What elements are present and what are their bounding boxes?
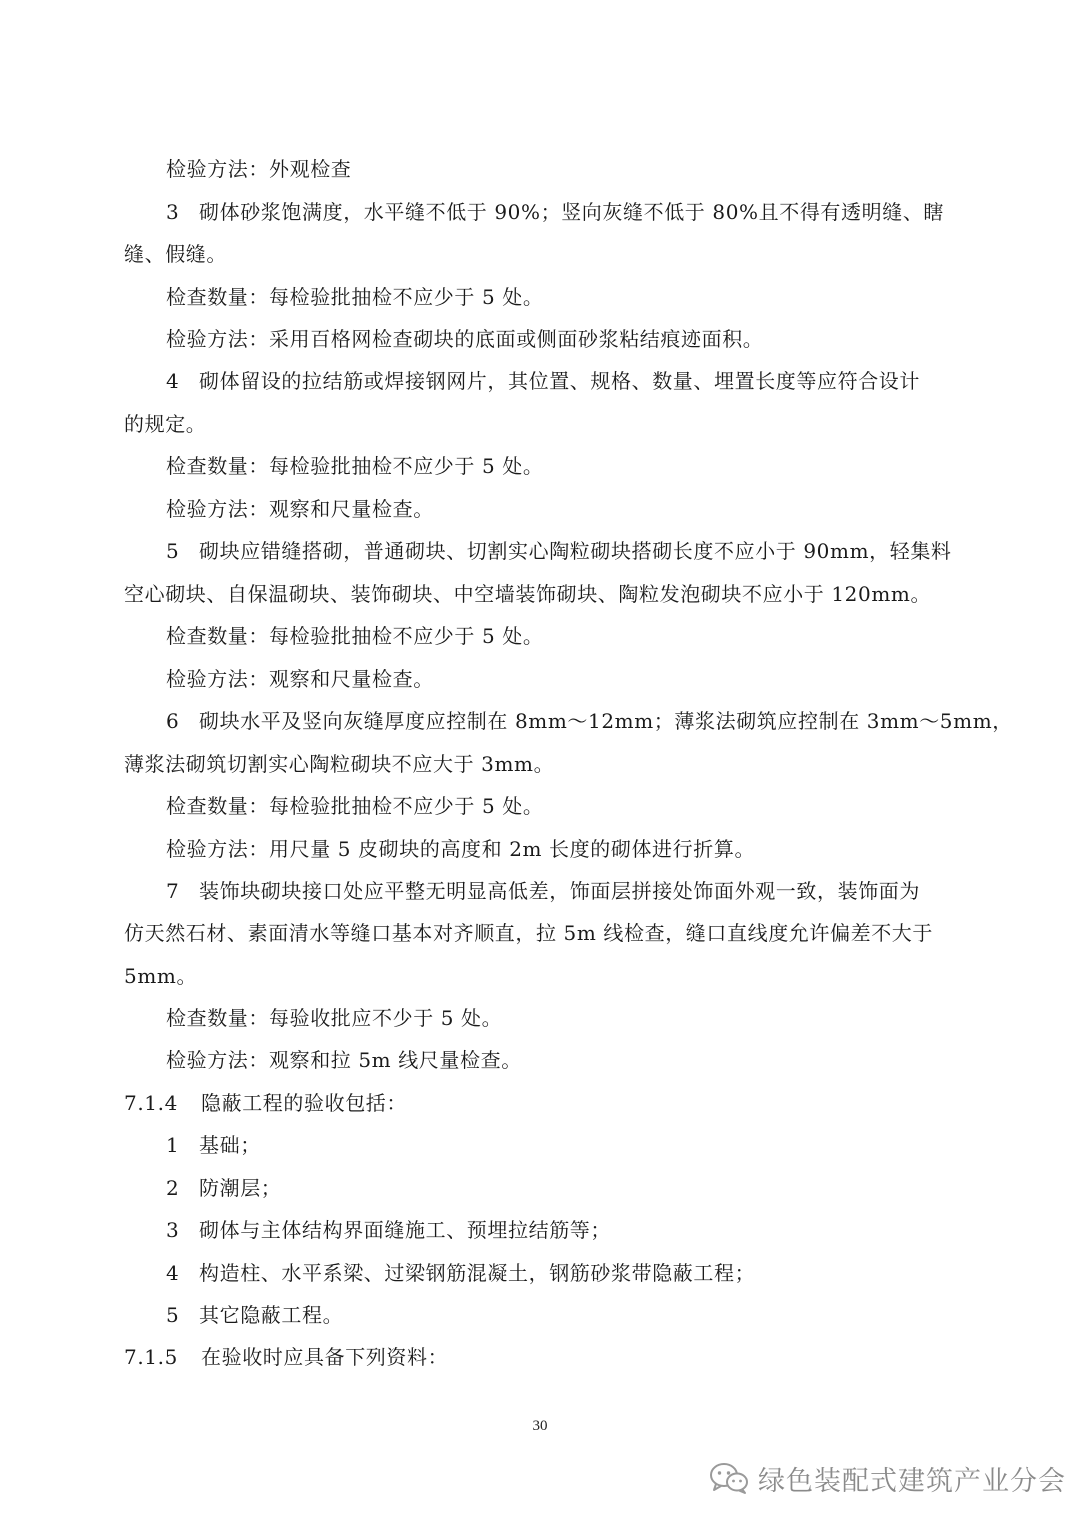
line-text: 仿天然石材、素面清水等缝口基本对齐顺直，拉 5m 线检查，缝口直线度允许偏差不大于 — [124, 921, 934, 945]
line-text: 砌体留设的拉结筋或焊接钢网片，其位置、规格、数量、埋置长度等应符合设计 — [199, 369, 920, 393]
line-text: 的规定。 — [124, 412, 207, 436]
text-line — [124, 962, 197, 990]
section-heading — [124, 1343, 448, 1371]
watermark — [708, 1458, 1066, 1498]
item-number: 6 — [166, 709, 180, 733]
item-number: 5 — [166, 539, 180, 563]
text-line — [166, 835, 755, 863]
item-number: 2 — [166, 1176, 180, 1200]
text-line — [124, 750, 554, 778]
line-text: 在验收时应具备下列资料： — [201, 1345, 449, 1369]
list-item — [166, 198, 944, 226]
item-number: 1 — [166, 1133, 180, 1157]
line-text: 空心砌块、自保温砌块、装饰砌块、中空墙装饰砌块、陶粒发泡砌块不应小于 120mm。 — [124, 582, 932, 606]
item-number: 4 — [166, 1261, 180, 1285]
line-text: 基础； — [199, 1133, 261, 1157]
list-item — [166, 1174, 281, 1202]
text-line — [166, 495, 434, 523]
text-line — [166, 1046, 522, 1074]
wechat-icon — [708, 1461, 750, 1495]
line-text: 检查数量：每检验批抽检不应少于 5 处。 — [166, 624, 544, 648]
list-item — [166, 1216, 611, 1244]
line-text: 检验方法：外观检查 — [166, 157, 352, 181]
list-item — [166, 1259, 755, 1287]
text-line — [124, 240, 227, 268]
text-line — [166, 155, 351, 183]
line-text: 检验方法：观察和拉 5m 线尺量检查。 — [166, 1048, 522, 1072]
line-text: 检验方法：观察和尺量检查。 — [166, 667, 434, 691]
line-text: 检验方法：用尺量 5 皮砌块的高度和 2m 长度的砌体进行折算。 — [166, 837, 756, 861]
line-text: 5mm。 — [124, 964, 198, 988]
text-line — [166, 665, 434, 693]
watermark-text: 绿色装配式建筑产业分会 — [758, 1465, 1066, 1497]
line-text: 检查数量：每检验批抽检不应少于 5 处。 — [166, 285, 544, 309]
text-line — [124, 580, 931, 608]
line-text: 检验方法：观察和尺量检查。 — [166, 497, 434, 521]
item-number: 5 — [166, 1303, 180, 1327]
list-item — [166, 367, 920, 395]
line-text: 砌块水平及竖向灰缝厚度应控制在 8mm～12mm；薄浆法砌筑应控制在 3mm～5mm， — [199, 709, 1013, 733]
line-text: 砌体与主体结构界面缝施工、预埋拉结筋等； — [199, 1218, 611, 1242]
list-item — [166, 537, 952, 565]
line-text: 砌体砂浆饱满度，水平缝不低于 90%；竖向灰缝不低于 80%且不得有透明缝、瞎 — [199, 200, 945, 224]
list-item — [166, 1131, 261, 1159]
text-line — [166, 283, 543, 311]
line-text: 隐蔽工程的验收包括： — [201, 1091, 407, 1115]
line-text: 防潮层； — [199, 1176, 282, 1200]
section-number: 7.1.5 — [124, 1345, 178, 1369]
line-text: 缝、假缝。 — [124, 242, 227, 266]
line-text: 检查数量：每验收批应不少于 5 处。 — [166, 1006, 503, 1030]
list-item — [166, 877, 920, 905]
text-line — [124, 410, 206, 438]
item-number: 4 — [166, 369, 180, 393]
list-item — [166, 707, 1013, 735]
page-number: 30 — [532, 1418, 548, 1434]
text-line — [166, 622, 543, 650]
line-text: 检验方法：采用百格网检查砌块的底面或侧面砂浆粘结痕迹面积。 — [166, 327, 764, 351]
item-number: 3 — [166, 1218, 180, 1242]
text-line — [166, 792, 543, 820]
text-line — [166, 1004, 502, 1032]
section-number: 7.1.4 — [124, 1091, 178, 1115]
text-line — [166, 452, 543, 480]
line-text: 薄浆法砌筑切割实心陶粒砌块不应大于 3mm。 — [124, 752, 555, 776]
item-number: 7 — [166, 879, 180, 903]
text-line — [124, 919, 933, 947]
text-line — [166, 325, 763, 353]
line-text: 装饰块砌块接口处应平整无明显高低差，饰面层拼接处饰面外观一致，装饰面为 — [199, 879, 920, 903]
section-heading — [124, 1089, 407, 1117]
line-text: 砌块应错缝搭砌，普通砌块、切割实心陶粒砌块搭砌长度不应小于 90mm，轻集料 — [199, 539, 952, 563]
list-item — [166, 1301, 343, 1329]
line-text: 检查数量：每检验批抽检不应少于 5 处。 — [166, 454, 544, 478]
line-text: 检查数量：每检验批抽检不应少于 5 处。 — [166, 794, 544, 818]
line-text: 构造柱、水平系梁、过梁钢筋混凝土，钢筋砂浆带隐蔽工程； — [199, 1261, 756, 1285]
line-text: 其它隐蔽工程。 — [199, 1303, 344, 1327]
item-number: 3 — [166, 200, 180, 224]
